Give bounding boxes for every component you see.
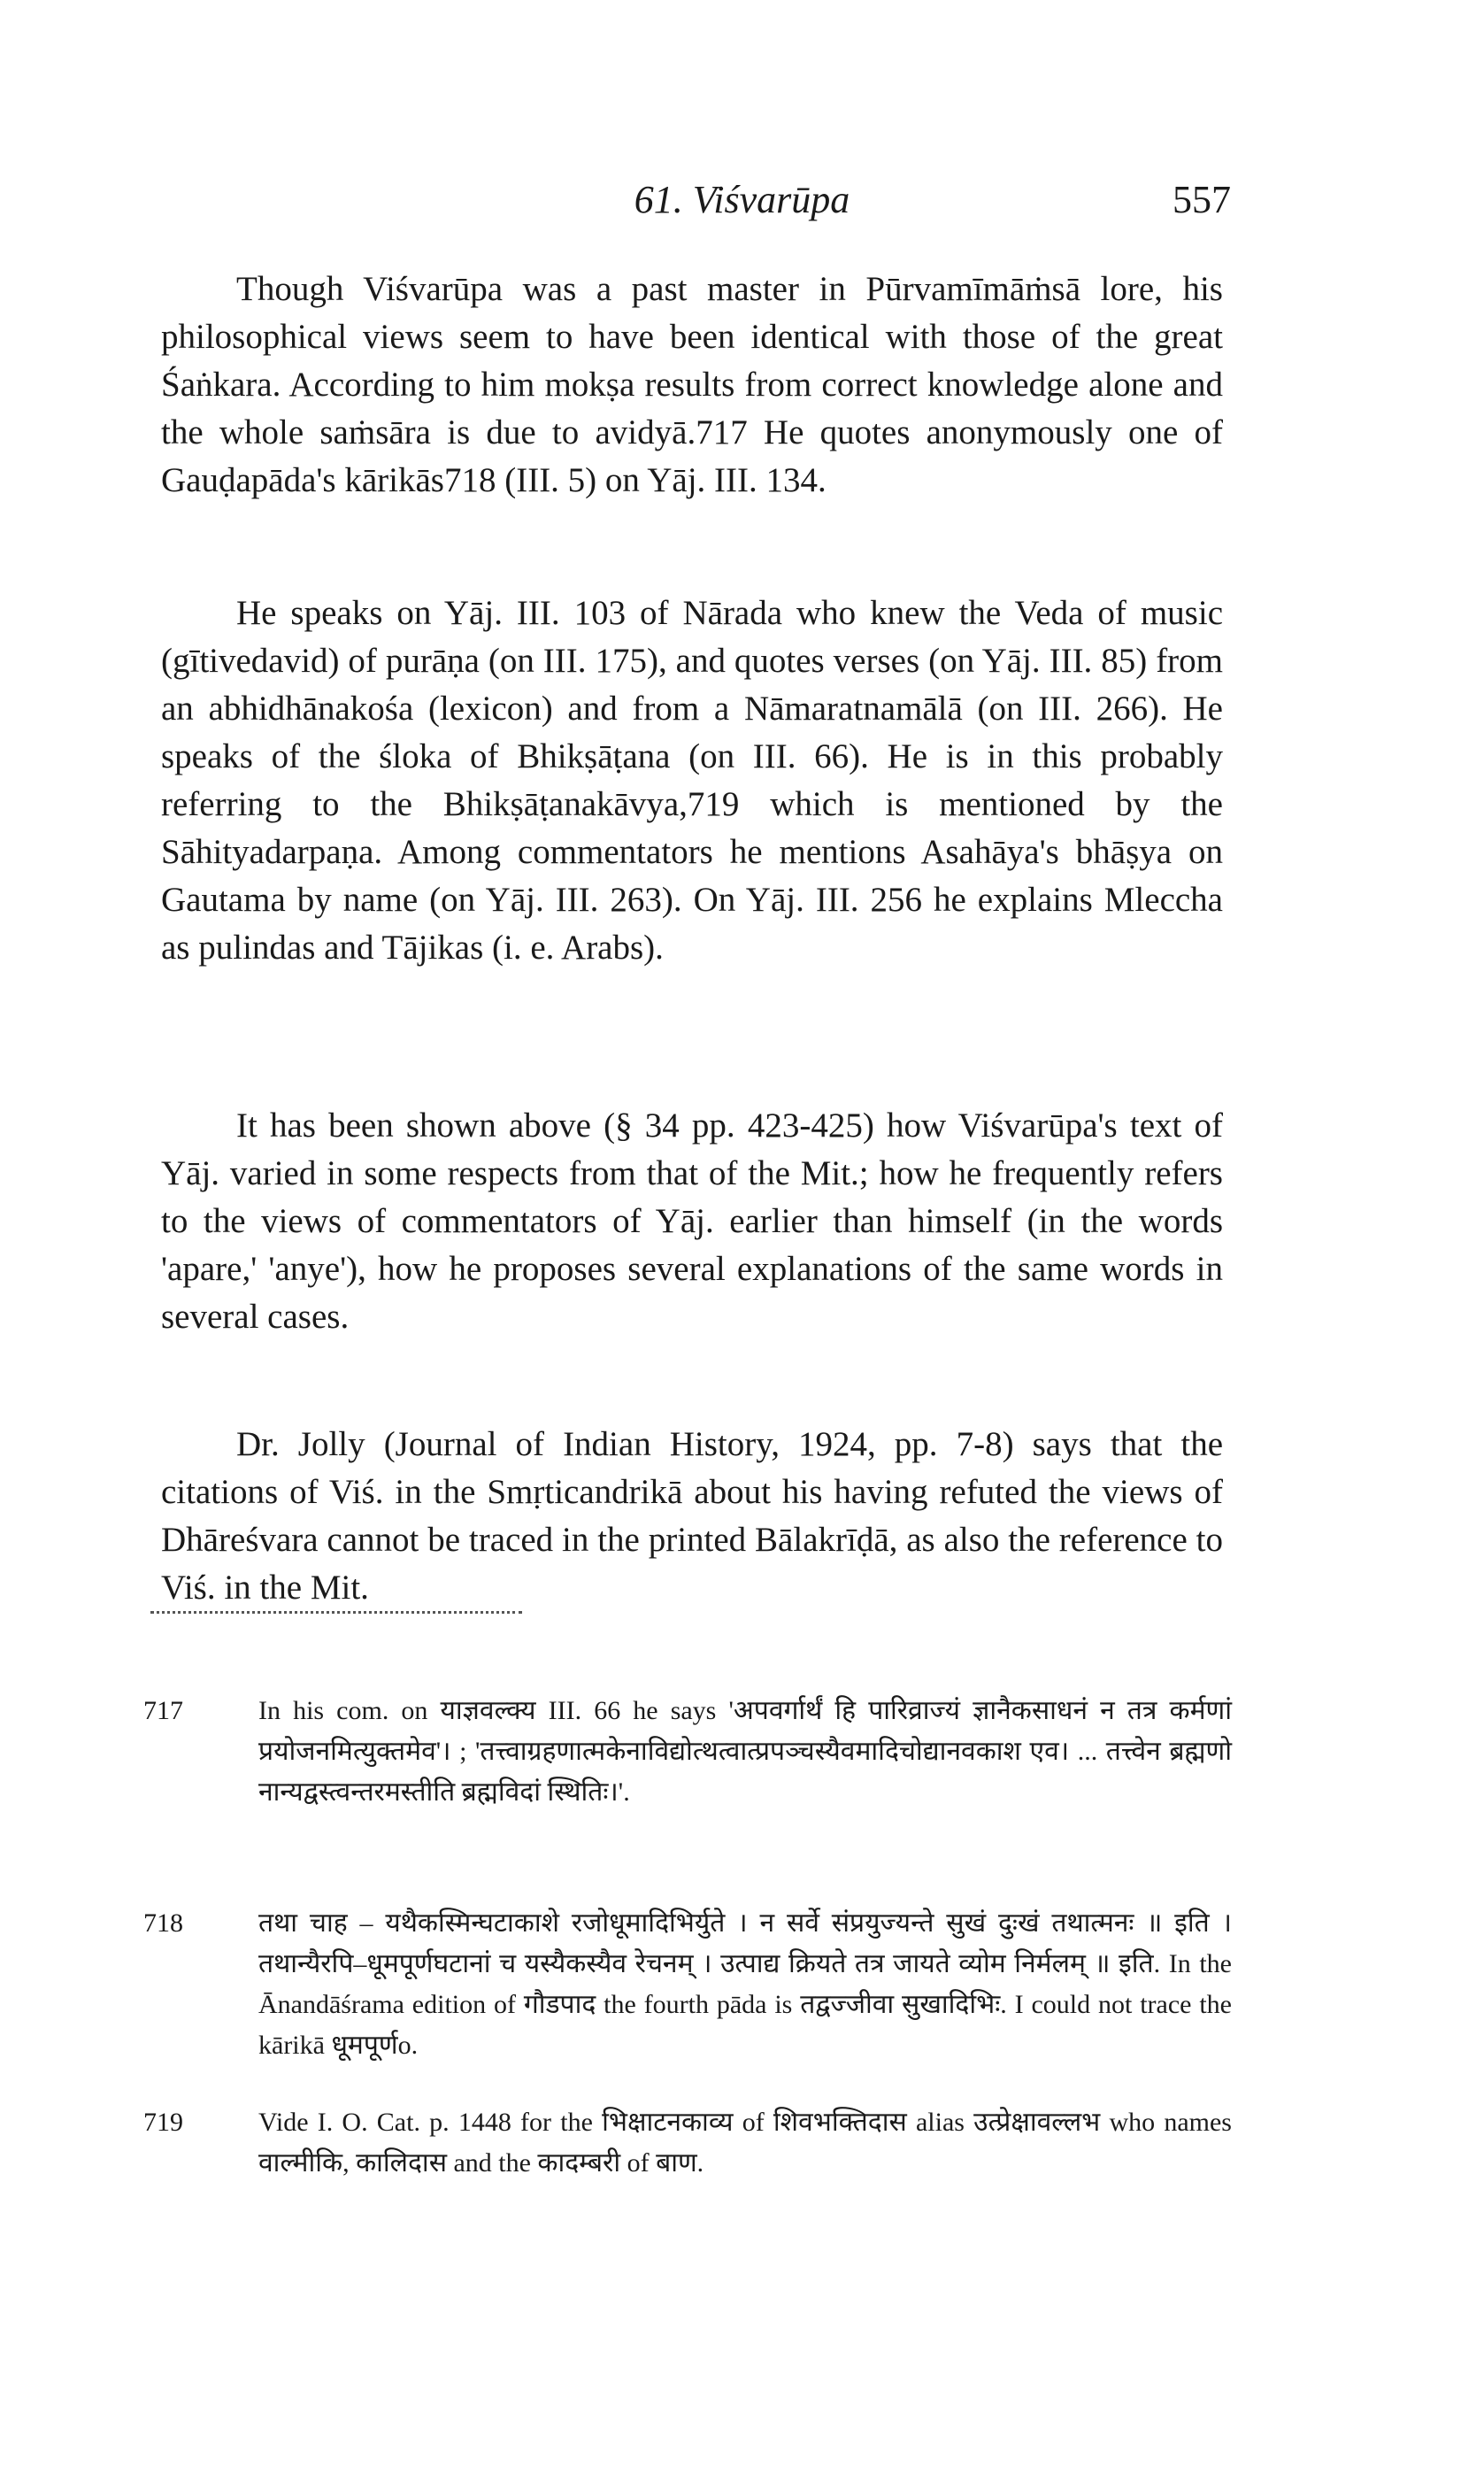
footnote-717 <box>143 1691 1232 1813</box>
paragraph-2-text: He speaks on Yāj. III. 103 of Nārada who knew the Veda of music (gītivedavid) of purāṇa (on III. 175), and quotes verses (on Yāj. III. 85) from an abhidhānakośa (lexicon) and from a Nāmaratnamālā (on III. 266). He speaks of the śloka of Bhikṣāṭana (on III. 66). He is in this probably referring to the Bhikṣāṭanakāvya,719 which is mentioned by the Sāhityadarpaṇa. Among commentators he mentions Asahāya's bhāṣya on Gautama by name (on Yāj. III. 263). On Yāj. III. 256 he explains Mleccha as pulindas and Tājikas (i. e. Arabs). <box>161 594 1223 967</box>
footnote-number: 717 <box>143 1696 183 1725</box>
footnote-number: 719 <box>143 2108 183 2137</box>
paragraph-2 <box>161 590 1223 972</box>
footnote-719 <box>143 2102 1232 2184</box>
paragraph-1-text: Though Viśvarūpa was a past master in Pūrvamīmāṁsā lore, his philosophical views seem to have been identical with those of the great Śaṅkara. According to him mokṣa results from correct knowledge alone and the whole saṁsāra is due to avidyā.717 He quotes anonymously one of Gauḍapāda's kārikās718 (III. 5) on Yāj. III. 134. <box>161 270 1223 499</box>
paragraph-1 <box>161 266 1223 505</box>
footnote-text: Vide I. O. Cat. p. 1448 for the भिक्षाटनकाव्य of शिवभक्तिदास alias उत्प्रेक्षावल्लभ who names वाल्मीकि, कालिदास and the कादम्बरी of बाण. <box>258 2108 1232 2178</box>
page-number: 557 <box>1173 178 1231 221</box>
running-header <box>0 177 1484 230</box>
footnote-718 <box>143 1903 1232 2066</box>
footnote-number: 718 <box>143 1908 183 1938</box>
footnote-text: तथा चाह – यथैकस्मिन्घटाकाशे रजोधूमादिभिर्युते । न सर्वे संप्रयुज्यन्ते सुखं दुःखं तथात्मनः ॥ इति । तथान्यैरपि–धूमपूर्णघटानां च यस्यैकस्यैव रेचनम् । उत्पाद्य क्रियते तत्र जायते व्योम निर्मलम् ॥ इति. In the Ānandāśrama edition of गौडपाद the fourth pāda is तद्वज्जीवा सुखादिभिः. I could not trace the kārikā धूमपूर्णo. <box>258 1908 1232 2060</box>
footnote-separator <box>150 1611 522 1614</box>
paragraph-3 <box>161 1102 1223 1341</box>
paragraph-4-text: Dr. Jolly (Journal of Indian History, 1924, pp. 7-8) says that the citations of Viś. in the Smṛticandrikā about his having refuted the views of Dhāreśvara cannot be traced in the printed Bālakrīḍā, as also the reference to Viś. in the Mit. <box>161 1425 1223 1607</box>
paragraph-4 <box>161 1421 1223 1612</box>
footnote-text: In his com. on याज्ञवल्क्य III. 66 he says 'अपवर्गार्थं हि पारिव्राज्यं ज्ञानैकसाधनं न तत्र कर्मणां प्रयोजनमित्युक्तमेव'। ; 'तत्त्वाग्रहणात्मकेनाविद्योत्थत्वात्प्रपञ्चस्यैवमादिचोद्यानवकाश एव। ... तत्त्वेन ब्रह्मणो नान्यद्वस्त्वन्तरमस्तीति ब्रह्मविदां स्थितिः।'. <box>258 1696 1232 1807</box>
paragraph-3-text: It has been shown above (§ 34 pp. 423-425) how Viśvarūpa's text of Yāj. varied in some respects from that of the Mit.; how he frequently refers to the views of commentators of Yāj. earlier than himself (in the words 'apare,' 'anye'), how he proposes several explanations of the same words in several cases. <box>161 1106 1223 1336</box>
chapter-title: 61. Viśvarūpa <box>634 178 850 221</box>
